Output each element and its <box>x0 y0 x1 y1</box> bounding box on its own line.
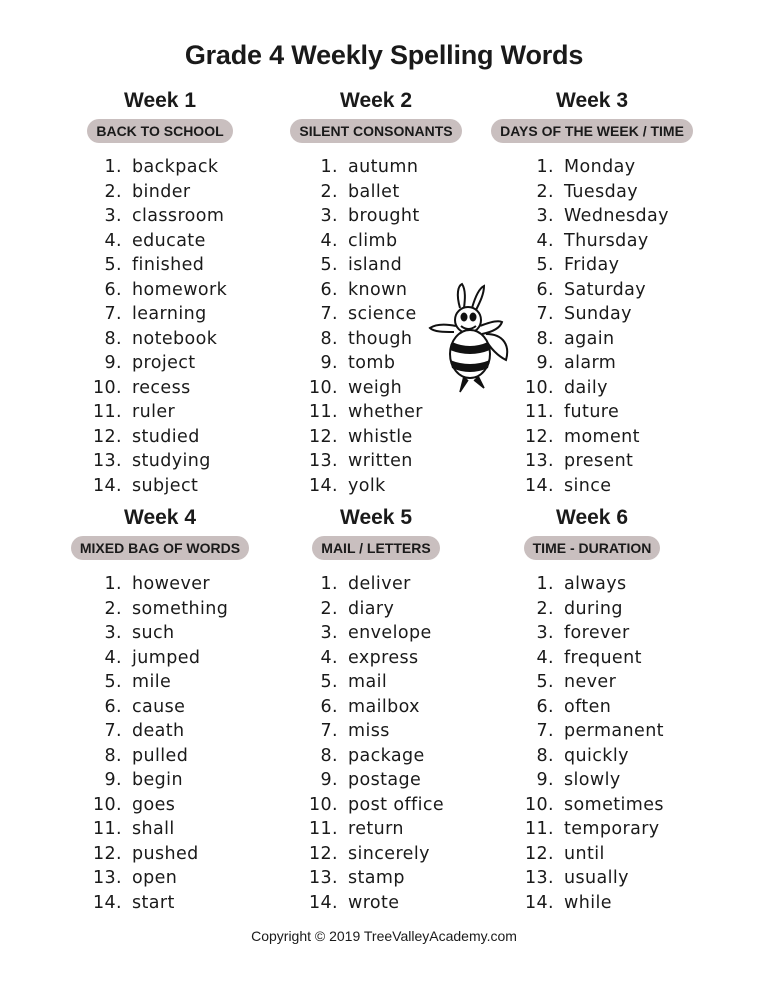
list-item <box>472 253 712 278</box>
list-item <box>472 597 712 622</box>
spelling-word: express <box>348 647 419 668</box>
list-item <box>256 474 496 499</box>
spelling-word: educate <box>132 230 206 251</box>
item-number: 2. <box>104 598 122 619</box>
list-item <box>256 866 496 891</box>
list-item <box>256 817 496 842</box>
list-item <box>40 376 280 401</box>
spelling-word: permanent <box>564 721 664 741</box>
item-number: 1. <box>104 157 122 177</box>
item-number: 6. <box>104 279 122 300</box>
page-title: Grade 4 Weekly Spelling Words <box>184 40 584 70</box>
list-item <box>40 817 280 842</box>
list-item <box>472 670 712 695</box>
spelling-word: return <box>348 819 404 839</box>
item-number: 14. <box>308 475 338 496</box>
item-number: 12. <box>308 843 338 864</box>
week-6-section <box>472 505 712 915</box>
spelling-word: written <box>348 451 413 471</box>
item-number: 9. <box>320 770 338 790</box>
week-topic-badge: DAYS OF THE WEEK / TIME <box>491 119 693 143</box>
spelling-word: moment <box>564 426 640 447</box>
item-number: 6. <box>104 696 122 717</box>
item-number: 4. <box>104 647 122 668</box>
item-number: 2. <box>536 598 554 619</box>
list-item <box>40 793 280 818</box>
list-item <box>40 229 280 254</box>
item-number: 12. <box>308 426 338 447</box>
spelling-word: Tuesday <box>564 181 638 202</box>
list-item <box>40 768 280 793</box>
list-item <box>40 572 280 597</box>
list-item <box>256 597 496 622</box>
week-title: Week 4 <box>124 506 196 529</box>
spelling-word: daily <box>564 377 608 398</box>
spelling-word: envelope <box>348 623 432 643</box>
list-item <box>472 866 712 891</box>
item-number: 5. <box>536 255 554 275</box>
item-number: 2. <box>536 181 554 202</box>
spelling-word: begin <box>132 770 183 790</box>
spelling-word: Sunday <box>564 304 632 324</box>
spelling-word: known <box>348 279 408 300</box>
item-number: 10. <box>92 377 122 398</box>
list-item <box>256 695 496 720</box>
item-number: 6. <box>536 279 554 300</box>
item-number: 9. <box>536 770 554 790</box>
spelling-word: pulled <box>132 745 189 766</box>
spelling-word: since <box>564 475 612 496</box>
list-item <box>40 302 280 327</box>
item-number: 13. <box>524 868 554 888</box>
item-number: 7. <box>536 721 554 741</box>
list-item <box>256 744 496 769</box>
week-topic-badge: MAIL / LETTERS <box>312 536 439 560</box>
spelling-word: ballet <box>348 181 400 202</box>
item-number: 3. <box>320 206 338 226</box>
item-number: 1. <box>320 574 338 594</box>
spelling-word: something <box>132 598 229 619</box>
list-item <box>256 204 496 229</box>
item-number: 12. <box>92 426 122 447</box>
word-list <box>256 572 496 915</box>
list-item <box>40 327 280 352</box>
item-number: 14. <box>92 892 122 913</box>
week-1-section <box>40 88 280 498</box>
item-number: 10. <box>308 794 338 815</box>
spelling-word: again <box>564 328 615 349</box>
spelling-word: slowly <box>564 770 621 790</box>
spelling-word: learning <box>132 304 207 324</box>
spelling-word: sometimes <box>564 794 664 815</box>
item-number: 11. <box>92 819 122 839</box>
spelling-word: weigh <box>348 377 403 398</box>
item-number: 4. <box>536 647 554 668</box>
item-number: 11. <box>524 819 554 839</box>
list-item <box>256 621 496 646</box>
spelling-word: sincerely <box>348 843 430 864</box>
spelling-word: mailbox <box>348 696 420 717</box>
item-number: 9. <box>320 353 338 373</box>
list-item <box>472 695 712 720</box>
list-item <box>40 719 280 744</box>
list-item <box>40 278 280 303</box>
spelling-word: such <box>132 623 175 643</box>
spelling-word: Saturday <box>564 279 647 300</box>
item-number: 5. <box>320 672 338 692</box>
spelling-word: while <box>564 892 612 913</box>
spelling-word: science <box>348 304 417 324</box>
item-number: 3. <box>536 206 554 226</box>
week-topic-badge: BACK TO SCHOOL <box>87 119 232 143</box>
spelling-word: future <box>564 402 620 422</box>
item-number: 7. <box>536 304 554 324</box>
spelling-word: subject <box>132 475 199 496</box>
list-item <box>472 449 712 474</box>
item-number: 4. <box>536 230 554 251</box>
spelling-word: however <box>132 574 210 594</box>
item-number: 8. <box>536 745 554 766</box>
list-item <box>256 229 496 254</box>
item-number: 8. <box>104 745 122 766</box>
item-number: 2. <box>104 181 122 202</box>
spelling-word: tomb <box>348 353 396 373</box>
item-number: 2. <box>320 181 338 202</box>
list-item <box>40 449 280 474</box>
spelling-word: homework <box>132 279 228 300</box>
list-item <box>256 253 496 278</box>
item-number: 7. <box>104 304 122 324</box>
item-number: 9. <box>536 353 554 373</box>
item-number: 9. <box>104 770 122 790</box>
list-item <box>40 351 280 376</box>
spelling-word: death <box>132 721 185 741</box>
spelling-word: mail <box>348 672 388 692</box>
spelling-word: ruler <box>132 402 176 422</box>
list-item <box>256 572 496 597</box>
item-number: 10. <box>308 377 338 398</box>
spelling-word: never <box>564 672 617 692</box>
list-item <box>472 621 712 646</box>
spelling-word: pushed <box>132 843 199 864</box>
spelling-word: always <box>564 574 627 594</box>
spelling-word: island <box>348 255 403 275</box>
spelling-word: goes <box>132 794 176 815</box>
list-item <box>472 425 712 450</box>
item-number: 14. <box>308 892 338 913</box>
spelling-word: Friday <box>564 255 620 275</box>
spelling-word: jumped <box>132 647 201 668</box>
spelling-word: package <box>348 745 425 766</box>
list-item <box>40 866 280 891</box>
item-number: 6. <box>320 279 338 300</box>
item-number: 12. <box>524 843 554 864</box>
spelling-word: present <box>564 451 634 471</box>
item-number: 2. <box>320 598 338 619</box>
spelling-word: whistle <box>348 426 413 447</box>
word-list <box>472 572 712 915</box>
item-number: 3. <box>104 206 122 226</box>
list-item <box>472 842 712 867</box>
list-item <box>472 400 712 425</box>
list-item <box>472 768 712 793</box>
spelling-word: mile <box>132 672 172 692</box>
list-item <box>472 229 712 254</box>
spelling-word: notebook <box>132 328 218 349</box>
list-item <box>40 621 280 646</box>
item-number: 5. <box>320 255 338 275</box>
item-number: 7. <box>320 721 338 741</box>
item-number: 11. <box>308 402 338 422</box>
list-item <box>40 670 280 695</box>
week-title: Week 1 <box>124 89 196 112</box>
week-title: Week 5 <box>340 506 412 529</box>
bee-mascot-icon <box>424 280 514 400</box>
spelling-word: post office <box>348 794 445 815</box>
item-number: 6. <box>320 696 338 717</box>
item-number: 4. <box>320 230 338 251</box>
item-number: 1. <box>536 574 554 594</box>
list-item <box>472 646 712 671</box>
list-item <box>472 204 712 229</box>
item-number: 9. <box>104 353 122 373</box>
item-number: 12. <box>92 843 122 864</box>
week-topic-badge: SILENT CONSONANTS <box>290 119 461 143</box>
item-number: 8. <box>104 328 122 349</box>
spelling-word: usually <box>564 868 629 888</box>
item-number: 13. <box>308 451 338 471</box>
list-item <box>472 474 712 499</box>
spelling-word: studying <box>132 451 211 471</box>
list-item <box>472 817 712 842</box>
list-item <box>40 842 280 867</box>
spelling-word: binder <box>132 181 191 202</box>
item-number: 10. <box>524 377 554 398</box>
list-item <box>256 400 496 425</box>
item-number: 3. <box>320 623 338 643</box>
spelling-word: yolk <box>348 475 386 496</box>
item-number: 1. <box>320 157 338 177</box>
spelling-word: deliver <box>348 574 411 594</box>
list-item <box>40 425 280 450</box>
list-item <box>40 253 280 278</box>
spelling-word: miss <box>348 721 390 741</box>
spelling-word: autumn <box>348 157 419 177</box>
list-item <box>40 597 280 622</box>
spelling-word: whether <box>348 402 423 422</box>
list-item <box>40 180 280 205</box>
spelling-word: forever <box>564 623 630 643</box>
week-title: Week 2 <box>340 89 412 112</box>
list-item <box>256 768 496 793</box>
item-number: 14. <box>524 892 554 913</box>
item-number: 3. <box>104 623 122 643</box>
item-number: 5. <box>536 672 554 692</box>
item-number: 4. <box>104 230 122 251</box>
list-item <box>40 695 280 720</box>
spelling-word: open <box>132 868 178 888</box>
spelling-word: postage <box>348 770 422 790</box>
list-item <box>40 400 280 425</box>
spelling-word: stamp <box>348 868 405 888</box>
list-item <box>40 744 280 769</box>
spelling-word: shall <box>132 819 175 839</box>
list-item <box>472 793 712 818</box>
spelling-word: project <box>132 353 196 373</box>
spelling-word: cause <box>132 696 186 717</box>
list-item <box>40 155 280 180</box>
word-list <box>40 155 280 498</box>
spelling-word: wrote <box>348 892 400 913</box>
list-item <box>472 572 712 597</box>
spelling-word: though <box>348 328 413 349</box>
item-number: 14. <box>92 475 122 496</box>
spelling-word: studied <box>132 426 200 447</box>
item-number: 7. <box>320 304 338 324</box>
list-item <box>256 670 496 695</box>
spelling-word: finished <box>132 255 205 275</box>
word-list <box>40 572 280 915</box>
list-item <box>472 180 712 205</box>
spelling-word: often <box>564 696 612 717</box>
spelling-word: Thursday <box>564 230 649 251</box>
list-item <box>256 646 496 671</box>
list-item <box>40 646 280 671</box>
item-number: 1. <box>536 157 554 177</box>
list-item <box>256 180 496 205</box>
item-number: 5. <box>104 255 122 275</box>
spelling-word: until <box>564 843 605 864</box>
list-item <box>472 744 712 769</box>
list-item <box>256 719 496 744</box>
item-number: 11. <box>524 402 554 422</box>
week-5-section <box>256 505 496 915</box>
spelling-word: Wednesday <box>564 206 669 226</box>
item-number: 11. <box>308 819 338 839</box>
spelling-word: during <box>564 598 623 619</box>
spelling-word: start <box>132 892 175 913</box>
item-number: 13. <box>92 451 122 471</box>
week-title: Week 6 <box>556 506 628 529</box>
spelling-word: temporary <box>564 819 660 839</box>
item-number: 5. <box>104 672 122 692</box>
list-item <box>40 204 280 229</box>
spelling-word: climb <box>348 230 398 251</box>
item-number: 1. <box>104 574 122 594</box>
list-item <box>256 842 496 867</box>
week-topic-badge: MIXED BAG OF WORDS <box>71 536 249 560</box>
item-number: 8. <box>536 328 554 349</box>
list-item <box>256 449 496 474</box>
list-item <box>472 155 712 180</box>
spelling-word: diary <box>348 598 395 619</box>
copyright-footer: Copyright © 2019 TreeValleyAcademy.com <box>251 928 517 944</box>
list-item <box>256 425 496 450</box>
item-number: 13. <box>524 451 554 471</box>
item-number: 10. <box>524 794 554 815</box>
item-number: 4. <box>320 647 338 668</box>
item-number: 14. <box>524 475 554 496</box>
item-number: 6. <box>536 696 554 717</box>
list-item <box>256 155 496 180</box>
list-item <box>40 474 280 499</box>
spelling-word: backpack <box>132 157 219 177</box>
spelling-word: alarm <box>564 353 617 373</box>
spelling-word: classroom <box>132 206 225 226</box>
list-item <box>472 719 712 744</box>
week-4-section <box>40 505 280 915</box>
item-number: 3. <box>536 623 554 643</box>
spelling-word: brought <box>348 206 420 226</box>
item-number: 10. <box>92 794 122 815</box>
item-number: 8. <box>320 328 338 349</box>
item-number: 13. <box>308 868 338 888</box>
item-number: 13. <box>92 868 122 888</box>
list-item <box>256 793 496 818</box>
week-topic-badge: TIME - DURATION <box>524 536 661 560</box>
list-item <box>256 891 496 916</box>
week-title: Week 3 <box>556 89 628 112</box>
spelling-word: Monday <box>564 157 636 177</box>
item-number: 11. <box>92 402 122 422</box>
item-number: 12. <box>524 426 554 447</box>
list-item <box>472 891 712 916</box>
list-item <box>40 891 280 916</box>
spelling-word: frequent <box>564 647 642 668</box>
item-number: 7. <box>104 721 122 741</box>
item-number: 8. <box>320 745 338 766</box>
spelling-word: recess <box>132 377 191 398</box>
spelling-word: quickly <box>564 745 629 766</box>
